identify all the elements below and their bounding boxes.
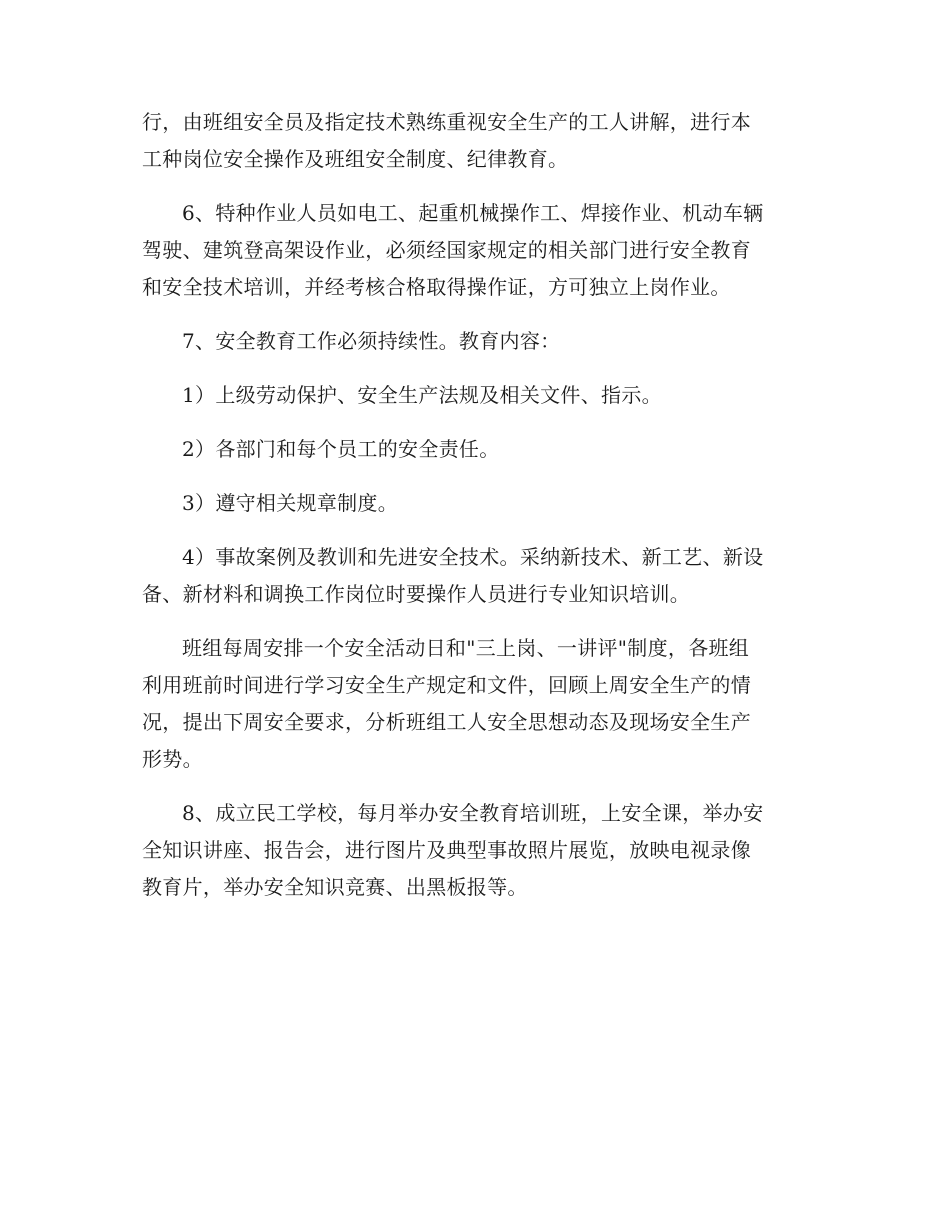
paragraph-line: 2）各部门和每个员工的安全责任。	[182, 437, 500, 461]
paragraph-line: 教育片，举办安全知识竞赛、出黑板报等。	[142, 875, 528, 899]
paragraph-line: 6、特种作业人员如电工、起重机械操作工、焊接作业、机动车辆	[182, 201, 764, 225]
paragraph-line: 形势。	[142, 747, 203, 771]
paragraph-team-weekly	[142, 630, 812, 778]
paragraph-sub-item-2	[142, 431, 812, 468]
paragraph-line: 7、安全教育工作必须持续性。教育内容：	[182, 329, 561, 353]
paragraph-line: 全知识讲座、报告会，进行图片及典型事故照片展览，放映电视录像	[142, 838, 751, 862]
paragraph-line: 况，提出下周安全要求，分析班组工人安全思想动态及现场安全生产	[142, 710, 751, 734]
paragraph-line: 1）上级劳动保护、安全生产法规及相关文件、指示。	[182, 383, 662, 407]
paragraph-line: 3）遵守相关规章制度。	[182, 491, 399, 515]
paragraph-sub-item-4	[142, 539, 812, 613]
paragraph-line: 行，由班组安全员及指定技术熟练重视安全生产的工人讲解，进行本	[142, 110, 751, 134]
paragraph-item-7	[142, 323, 812, 360]
paragraph-line: 备、新材料和调换工作岗位时要操作人员进行专业知识培训。	[142, 582, 691, 606]
paragraph-continuation	[142, 104, 812, 178]
paragraph-item-8	[142, 795, 812, 906]
paragraph-line: 工种岗位安全操作及班组安全制度、纪律教育。	[142, 147, 569, 171]
paragraph-line: 8、成立民工学校，每月举办安全教育培训班，上安全课，举办安	[182, 801, 764, 825]
paragraph-line: 班组每周安排一个安全活动日和"三上岗、一讲评"制度，各班组	[182, 636, 750, 660]
paragraph-item-6	[142, 195, 812, 306]
paragraph-sub-item-3	[142, 485, 812, 522]
paragraph-line: 4）事故案例及教训和先进安全技术。采纳新技术、新工艺、新设	[182, 545, 764, 569]
paragraph-line: 驾驶、建筑登高架设作业，必须经国家规定的相关部门进行安全教育	[142, 238, 751, 262]
paragraph-line: 利用班前时间进行学习安全生产规定和文件，回顾上周安全生产的情	[142, 673, 751, 697]
document-body	[142, 104, 812, 906]
paragraph-line: 和安全技术培训，并经考核合格取得操作证，方可独立上岗作业。	[142, 275, 731, 299]
paragraph-sub-item-1	[142, 377, 812, 414]
